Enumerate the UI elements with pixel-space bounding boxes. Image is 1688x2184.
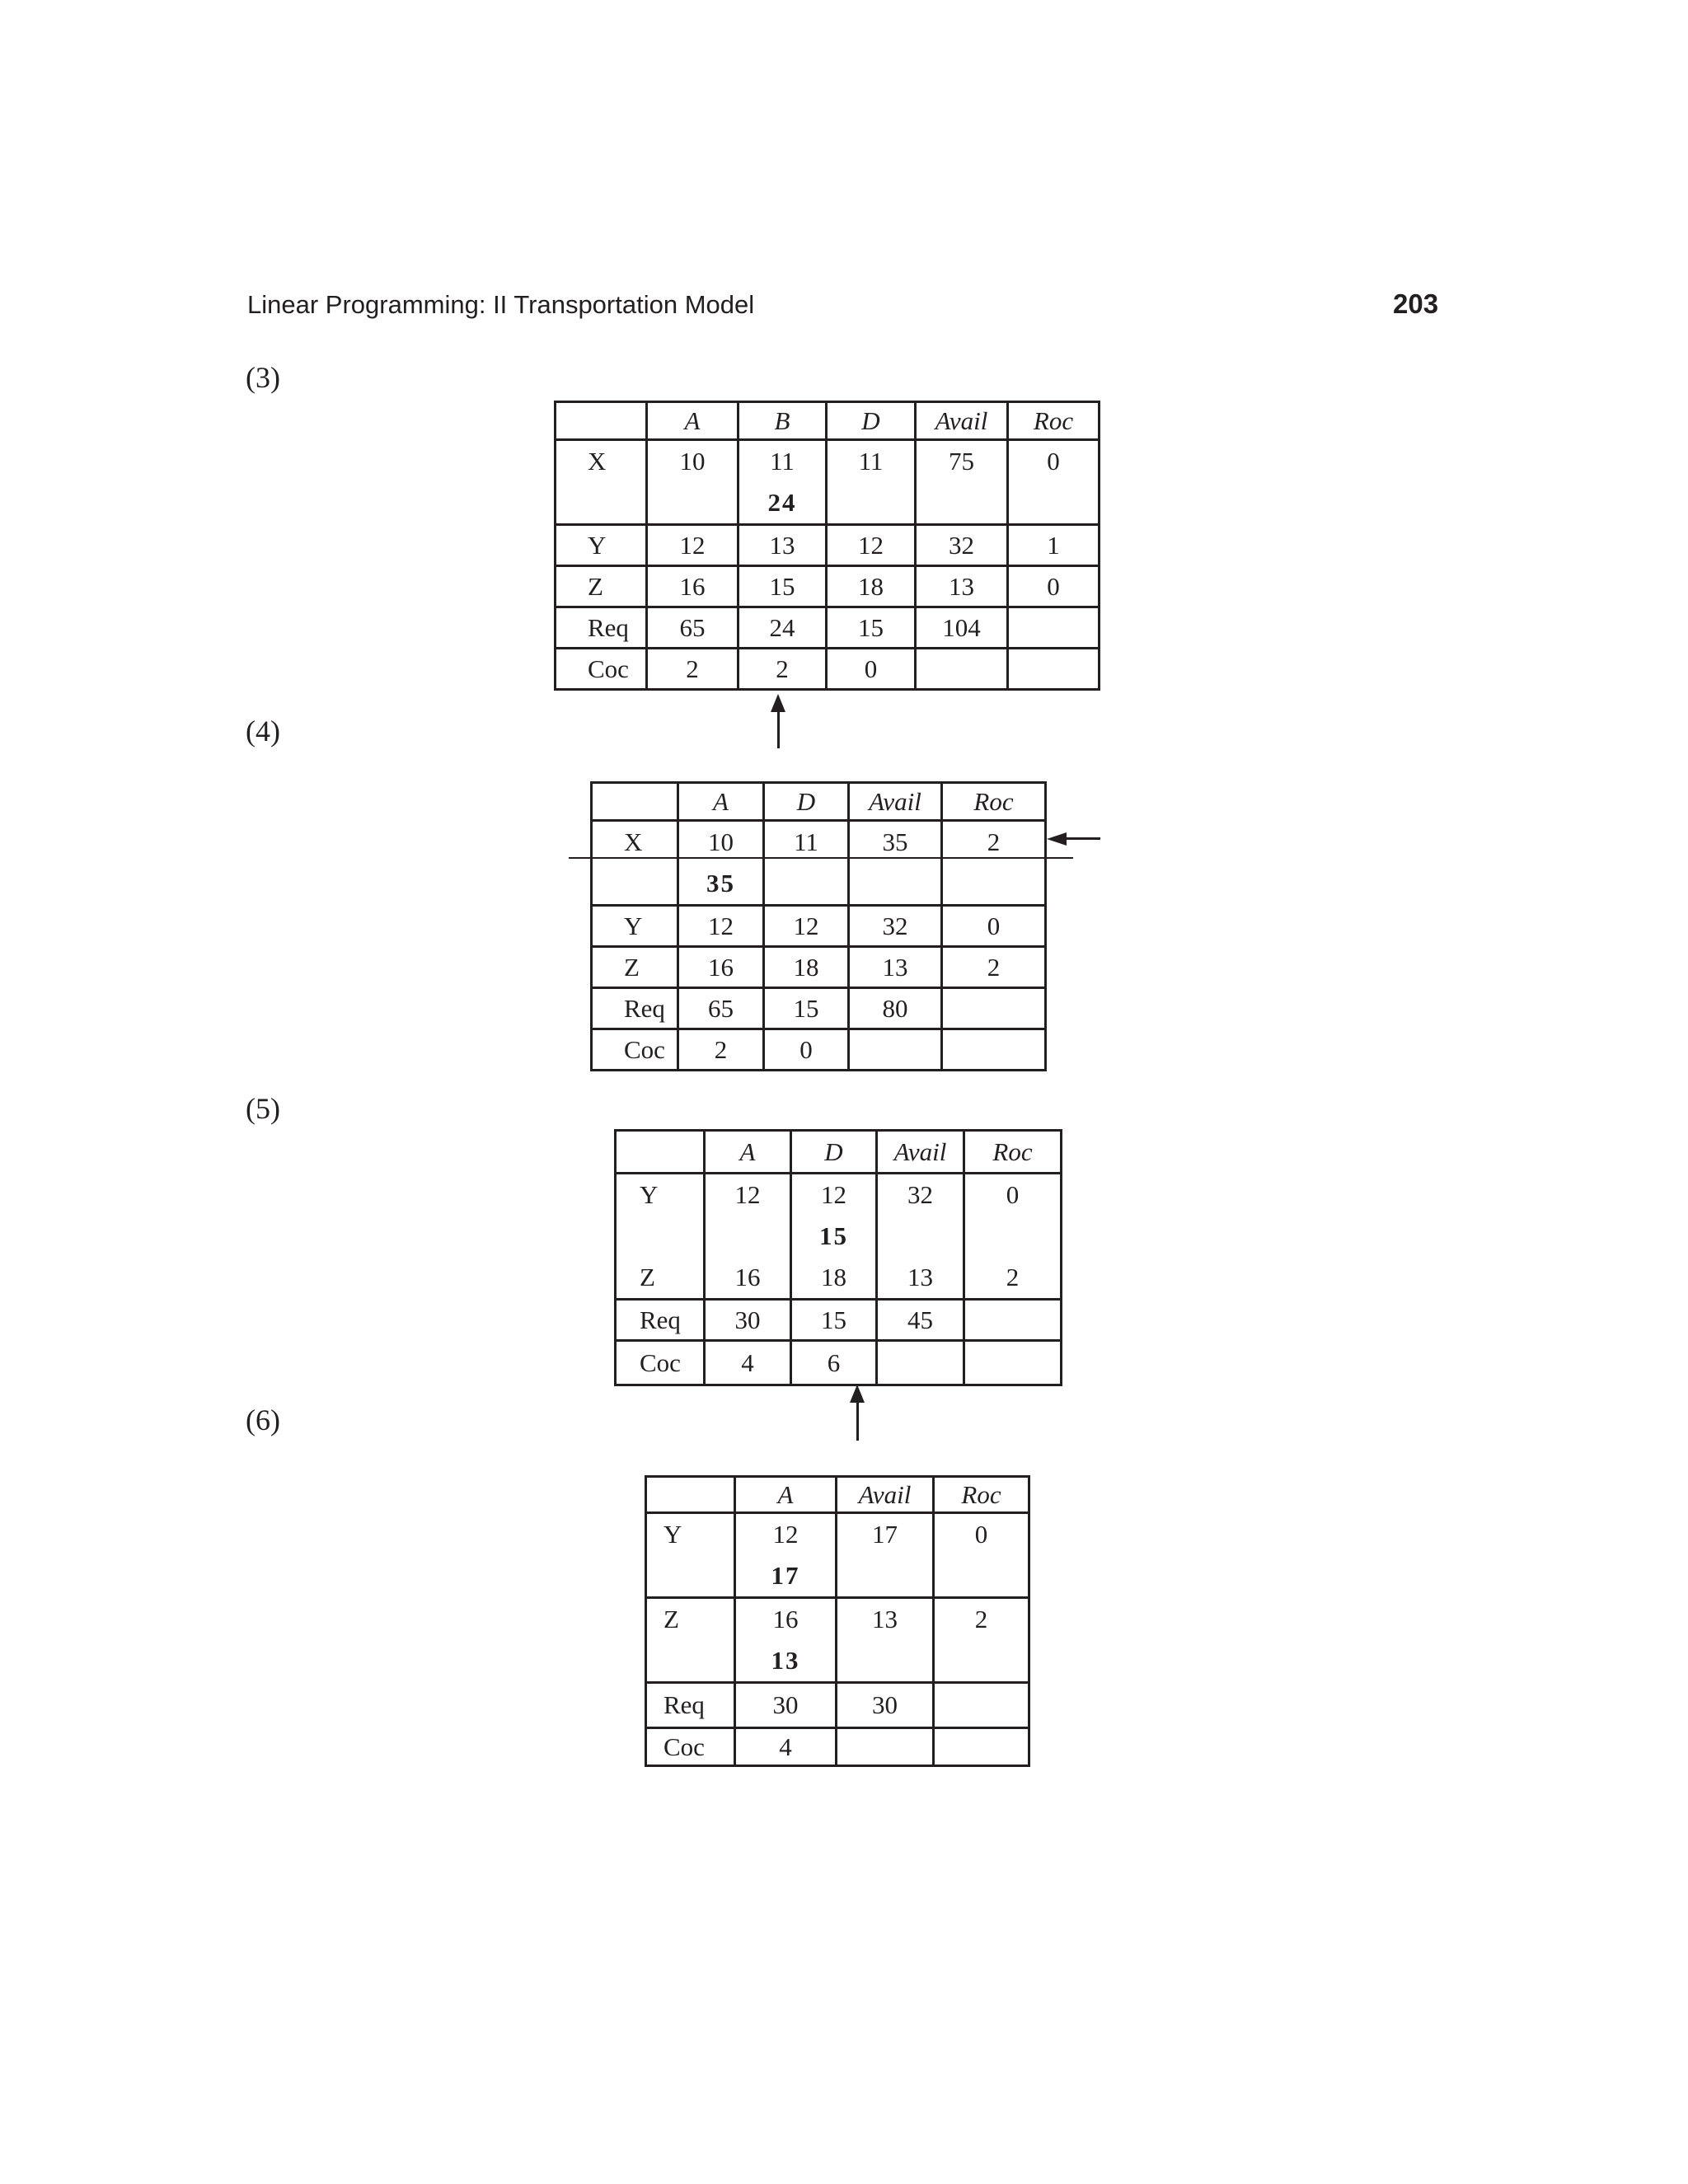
empty-cell — [849, 1029, 942, 1071]
up-arrow-head-icon — [771, 694, 785, 712]
empty-cell — [916, 649, 1008, 690]
cost-cell: 16 — [734, 1263, 761, 1291]
allocation-value: 13 — [771, 1646, 800, 1675]
empty-cell — [1008, 649, 1100, 690]
table-row-y — [592, 906, 1046, 947]
running-header-title: Linear Programming: II Transportation Model — [247, 290, 755, 319]
corner-cell — [646, 1477, 735, 1513]
row-label-y: Y — [640, 1180, 659, 1209]
empty-cell — [964, 1341, 1062, 1385]
table-row-x — [592, 821, 1046, 906]
strike-line — [569, 857, 1073, 859]
column-header-a: A — [678, 783, 764, 821]
header-row — [556, 402, 1100, 440]
req-cell: 65 — [678, 988, 764, 1029]
step-label-6: (6) — [246, 1404, 280, 1436]
row-label-y: Y — [592, 906, 678, 947]
coc-cell: 4 — [735, 1728, 837, 1766]
coc-cell: 0 — [764, 1029, 849, 1071]
coc-cell: 0 — [827, 649, 916, 690]
table-step-6 — [645, 1475, 1030, 1767]
table-row-coc — [646, 1728, 1029, 1766]
row-label-z: Z — [592, 947, 678, 988]
table-row-y — [646, 1513, 1029, 1598]
step-label-3: (3) — [246, 361, 280, 394]
req-total-cell: 45 — [877, 1300, 964, 1341]
roc-cell: 1 — [1008, 525, 1100, 566]
column-header-d: D — [827, 402, 916, 440]
step-label-4: (4) — [246, 715, 280, 748]
empty-cell — [837, 1728, 934, 1766]
step-label-5: (5) — [246, 1092, 280, 1125]
req-total-cell: 80 — [849, 988, 942, 1029]
row-label-y: Y — [556, 525, 647, 566]
table-row-req — [556, 607, 1100, 649]
cost-cell: 12 — [678, 906, 764, 947]
req-cell: 30 — [735, 1683, 837, 1728]
cost-cell: 11 — [858, 447, 884, 476]
row-label-req: Req — [592, 988, 678, 1029]
avail-cell: 13 — [916, 566, 1008, 607]
column-header-avail: Avail — [916, 402, 1008, 440]
roc-cell: 2 — [942, 947, 1046, 988]
corner-cell — [616, 1131, 705, 1174]
table-row-req — [592, 988, 1046, 1029]
up-arrow-icon — [856, 1401, 859, 1441]
coc-cell: 6 — [791, 1341, 877, 1385]
roc-cell: 0 — [1047, 447, 1060, 476]
row-label-z: Z — [663, 1605, 679, 1633]
empty-cell — [877, 1341, 964, 1385]
avail-cell: 35 — [882, 827, 908, 856]
header-row — [646, 1477, 1029, 1513]
roc-cell: 0 — [1006, 1180, 1020, 1209]
row-label-req: Req — [556, 607, 647, 649]
column-header-avail: Avail — [837, 1477, 934, 1513]
column-header-a: A — [647, 402, 738, 440]
roc-cell: 2 — [987, 827, 1001, 856]
req-cell: 24 — [738, 607, 827, 649]
column-header-roc: Roc — [934, 1477, 1029, 1513]
req-total-cell: 30 — [837, 1683, 934, 1728]
cost-cell: 18 — [827, 566, 916, 607]
coc-cell: 4 — [705, 1341, 791, 1385]
table-row-z — [592, 947, 1046, 988]
cost-cell: 12 — [827, 525, 916, 566]
left-arrow-head-icon — [1047, 832, 1067, 846]
column-header-d: D — [791, 1131, 877, 1174]
avail-cell: 13 — [849, 947, 942, 988]
row-label-x: X — [588, 447, 607, 476]
table-row-coc — [592, 1029, 1046, 1071]
empty-cell — [934, 1683, 1029, 1728]
empty-cell — [1008, 607, 1100, 649]
req-cell: 65 — [647, 607, 738, 649]
row-label-x: X — [624, 827, 643, 856]
corner-cell — [592, 783, 678, 821]
req-cell: 15 — [827, 607, 916, 649]
cost-cell: 16 — [647, 566, 738, 607]
column-header-roc: Roc — [964, 1131, 1062, 1174]
roc-cell: 0 — [974, 1520, 988, 1549]
req-total-cell: 104 — [916, 607, 1008, 649]
table-row-y-z — [616, 1174, 1062, 1300]
row-label-req: Req — [616, 1300, 705, 1341]
table-step-3 — [554, 401, 1100, 691]
empty-cell — [942, 1029, 1046, 1071]
cost-cell: 15 — [738, 566, 827, 607]
table-row-req — [616, 1300, 1062, 1341]
up-arrow-head-icon — [850, 1385, 865, 1403]
roc-cell: 0 — [942, 906, 1046, 947]
column-header-roc: Roc — [1008, 402, 1100, 440]
row-label-coc: Coc — [592, 1029, 678, 1071]
row-label-z: Z — [640, 1263, 655, 1291]
cost-cell: 12 — [647, 525, 738, 566]
cost-cell: 18 — [764, 947, 849, 988]
table-row-coc — [616, 1341, 1062, 1385]
header-row — [592, 783, 1046, 821]
req-cell: 30 — [705, 1300, 791, 1341]
cost-cell: 11 — [794, 827, 818, 856]
allocation-value: 35 — [706, 869, 735, 898]
row-label-coc: Coc — [616, 1341, 705, 1385]
avail-cell: 17 — [872, 1520, 898, 1549]
allocation-value: 24 — [767, 488, 797, 517]
table-row-z — [646, 1598, 1029, 1683]
allocation-value: 17 — [771, 1561, 800, 1590]
table-row-req — [646, 1683, 1029, 1728]
page-number: 203 — [1393, 288, 1439, 319]
req-cell: 15 — [791, 1300, 877, 1341]
column-header-avail: Avail — [877, 1131, 964, 1174]
coc-cell: 2 — [647, 649, 738, 690]
left-arrow-icon — [1063, 837, 1100, 840]
roc-cell: 2 — [974, 1605, 988, 1633]
table-step-5 — [614, 1129, 1062, 1386]
table-row-x — [556, 440, 1100, 525]
row-label-coc: Coc — [556, 649, 647, 690]
avail-cell: 13 — [872, 1605, 898, 1633]
req-cell: 15 — [764, 988, 849, 1029]
cost-cell: 16 — [678, 947, 764, 988]
up-arrow-icon — [777, 710, 780, 748]
cost-cell: 16 — [772, 1605, 799, 1633]
row-label-z: Z — [556, 566, 647, 607]
column-header-d: D — [764, 783, 849, 821]
empty-cell — [942, 988, 1046, 1029]
cost-cell: 13 — [738, 525, 827, 566]
avail-cell: 32 — [916, 525, 1008, 566]
cost-cell: 18 — [821, 1263, 846, 1291]
row-label-req: Req — [646, 1683, 735, 1728]
avail-cell: 75 — [949, 447, 974, 476]
roc-cell: 0 — [1008, 566, 1100, 607]
table-step-4 — [590, 781, 1047, 1071]
table-row-y — [556, 525, 1100, 566]
column-header-a: A — [705, 1131, 791, 1174]
row-label-y: Y — [663, 1520, 682, 1549]
table-row-coc — [556, 649, 1100, 690]
avail-cell: 32 — [849, 906, 942, 947]
header-row — [616, 1131, 1062, 1174]
cost-cell: 11 — [770, 447, 795, 476]
coc-cell: 2 — [678, 1029, 764, 1071]
avail-cell: 32 — [907, 1180, 933, 1209]
corner-cell — [556, 402, 647, 440]
cost-cell: 12 — [821, 1180, 846, 1209]
roc-cell: 2 — [1006, 1263, 1020, 1291]
cost-cell: 10 — [708, 827, 734, 856]
empty-cell — [964, 1300, 1062, 1341]
column-header-roc: Roc — [942, 783, 1046, 821]
allocation-value: 15 — [819, 1221, 848, 1250]
cost-cell: 12 — [764, 906, 849, 947]
cost-cell: 12 — [772, 1520, 799, 1549]
column-header-b: B — [738, 402, 827, 440]
column-header-a: A — [735, 1477, 837, 1513]
coc-cell: 2 — [738, 649, 827, 690]
cost-cell: 12 — [734, 1180, 761, 1209]
cost-cell: 10 — [679, 447, 706, 476]
row-label-coc: Coc — [646, 1728, 735, 1766]
table-row-z — [556, 566, 1100, 607]
empty-cell — [934, 1728, 1029, 1766]
avail-cell: 13 — [907, 1263, 933, 1291]
column-header-avail: Avail — [849, 783, 942, 821]
